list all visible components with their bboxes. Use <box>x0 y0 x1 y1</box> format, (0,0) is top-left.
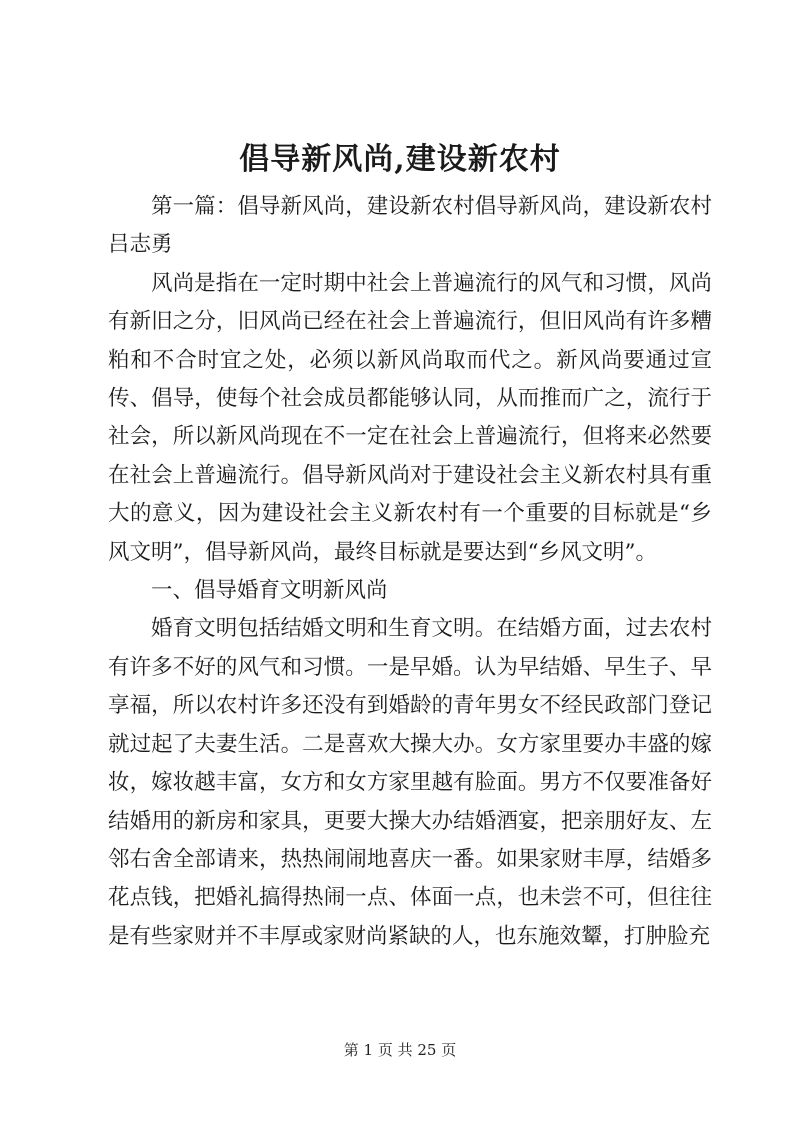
document-body <box>108 188 712 956</box>
paragraph-heading-line: 第一篇：倡导新风尚，建设新农村倡导新风尚，建设新农村吕志勇 <box>108 194 712 258</box>
document-title: 倡导新风尚,建设新农村 <box>239 142 561 177</box>
paragraph-intro: 风尚是指在一定时期中社会上普遍流行的风气和习惯，风尚有新旧之分，旧风尚已经在社会上普遍流行，但旧风尚有许多糟粕和不合时宜之处，必须以新风尚取而代之。新风尚要通过宣传、倡导，使每个社会成员都能够认同，从而推而广之，流行于社会，所以新风尚现在不一定在社会上普遍流行，但将来必然要在社会上普遍流行。倡导新风尚对于建设社会主义新农村具有重大的意义，因为建设社会主义新农村有一个重要的目标就是“乡风文明”，倡导新风尚，最终目标就是要达到“乡风文明”。 <box>108 270 712 565</box>
section-heading: 一、倡导婚育文明新风尚 <box>151 578 388 604</box>
page-footer: 第 1 页 共 25 页 <box>343 1041 457 1059</box>
paragraph-marriage: 婚育文明包括结婚文明和生育文明。在结婚方面，过去农村有许多不好的风气和习惯。一是早婚。认为早结婚、早生子、早享福，所以农村许多还没有到婚龄的青年男女不经民政部门登记就过起了夫妻生活。二是喜欢大操大办。女方家里要办丰盛的嫁妆，嫁妆越丰富，女方和女方家里越有脸面。男方不仅要准备好结婚用的新房和家具，更要大操大办结婚酒宴，把亲朋好友、左邻右舍全部请来，热热闹闹地喜庆一番。如果家财丰厚，结婚多花点钱，把婚礼搞得热闹一点、体面一点，也未尝不可，但往往是有些家财并不丰厚或家财尚紧缺的人，也东施效颦，打肿脸充 <box>108 616 712 949</box>
